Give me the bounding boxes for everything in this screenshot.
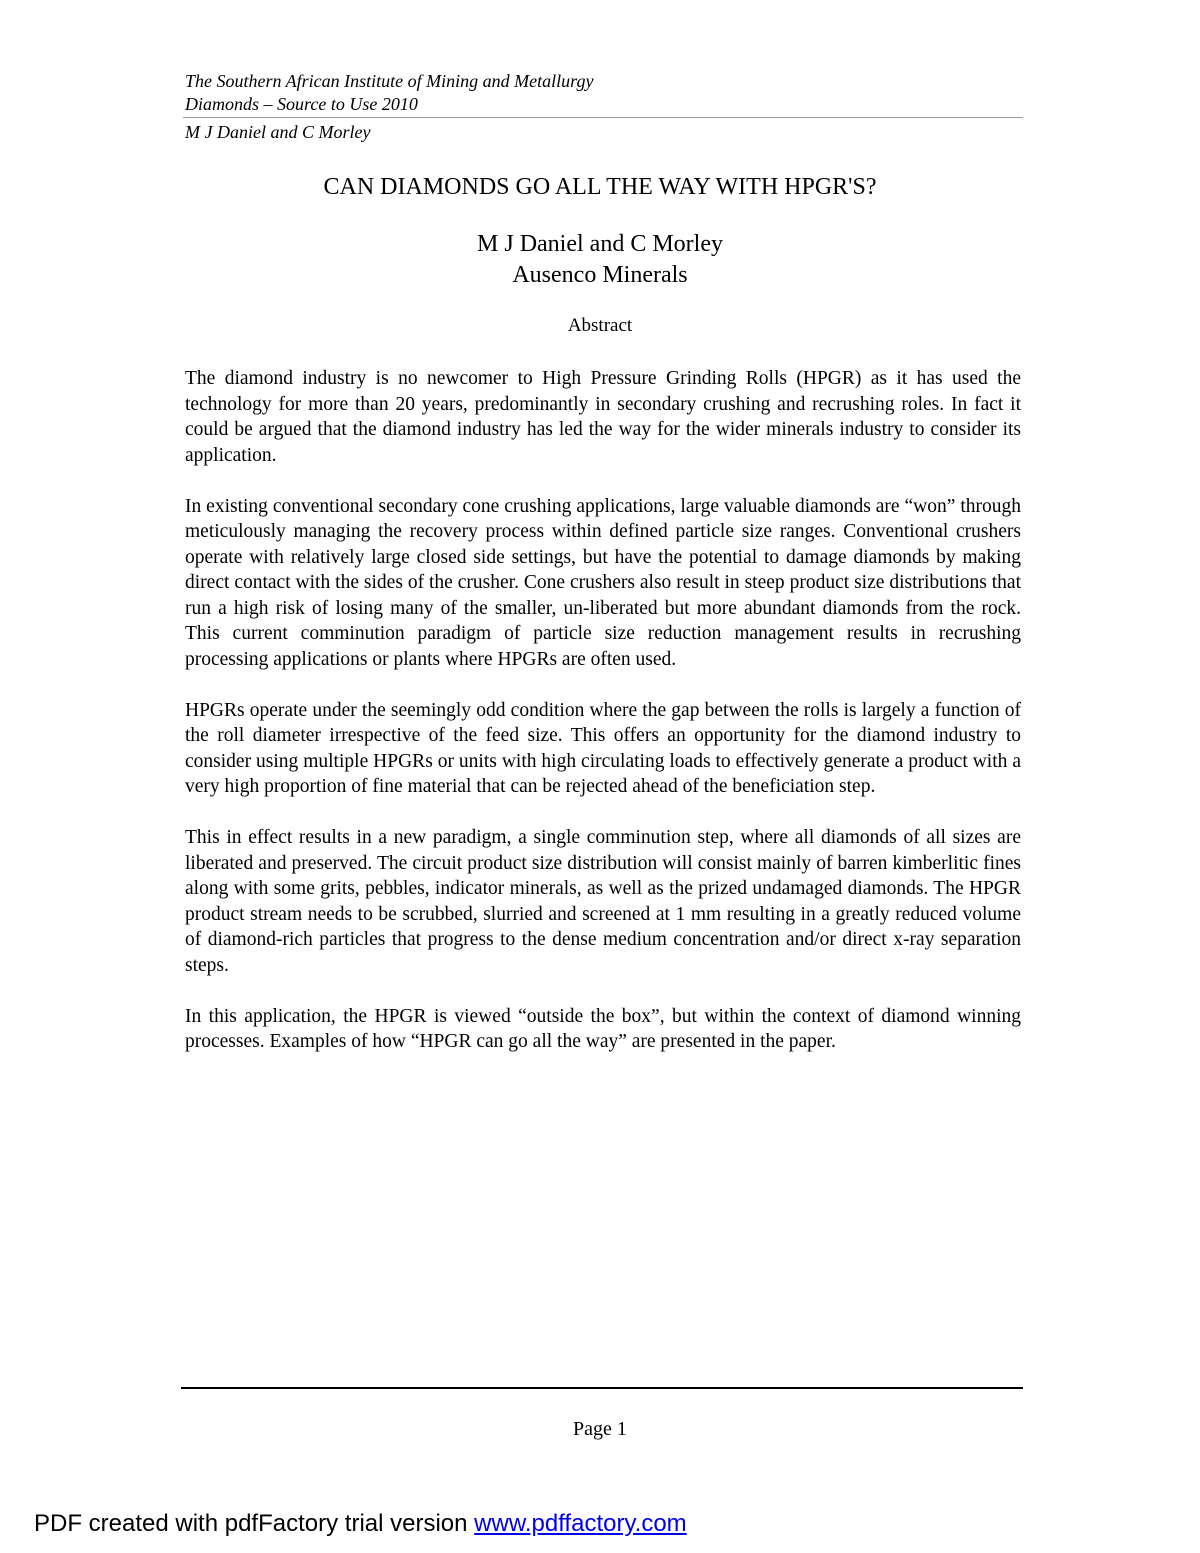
pdf-watermark [34, 1509, 687, 1539]
watermark-text: PDF created with pdfFactory trial version [34, 1510, 475, 1537]
watermark-link[interactable]: www.pdffactory.com [474, 1510, 687, 1537]
header-authors: M J Daniel and C Morley [185, 122, 371, 142]
footer-divider [181, 1387, 1023, 1389]
abstract-body [185, 366, 1021, 1080]
page-number: Page 1 [573, 1418, 627, 1440]
abstract-paragraph: HPGRs operate under the seemingly odd condition where the gap between the rolls is largely a function of the roll diameter irrespective of the feed size. This offers an opportunity for the diamond industry to consider using multiple HPGRs or units with high circulating loads to effectively generate a product with a very high proportion of fine material that can be rejected ahead of the beneficiation step. [185, 699, 1021, 797]
paper-title: CAN DIAMONDS GO ALL THE WAY WITH HPGR'S? [323, 174, 877, 200]
abstract-paragraph: In this application, the HPGR is viewed “outside the box”, but within the context of diamond winning processes. Examples of how “HPGR can go all the way” are presented in the paper. [185, 1005, 1021, 1052]
abstract-heading: Abstract [567, 315, 633, 336]
author-names: M J Daniel and C Morley [477, 231, 723, 257]
header-divider [183, 117, 1023, 118]
header-conference: Diamonds – Source to Use 2010 [185, 94, 418, 114]
abstract-paragraph: In existing conventional secondary cone crushing applications, large valuable diamonds are “won” through meticulously managing the recovery process within defined particle size ranges. Conventional crushers operate with relatively large closed side settings, but have the potential to damage diamonds by making direct contact with the sides of the crusher. Cone crushers also result in steep product size distributions that run a high risk of losing many of the smaller, un-liberated but more abundant diamonds from the rock. This current comminution paradigm of particle size reduction management results in recrushing processing applications or plants where HPGRs are often used. [185, 495, 1021, 670]
header-institute: The Southern African Institute of Mining and Metallurgy [185, 71, 594, 91]
author-affiliation: Ausenco Minerals [512, 262, 688, 288]
abstract-paragraph: This in effect results in a new paradigm, a single comminution step, where all diamonds of all sizes are liberated and preserved. The circuit product size distribution will consist mainly of barren kimberlitic fines along with some grits, pebbles, indicator minerals, as well as the prized undamaged diamonds. The HPGR product stream needs to be scrubbed, slurried and screened at 1 mm resulting in a greatly reduced volume of diamond-rich particles that progress to the dense medium concentration and/or direct x-ray separation steps. [185, 827, 1021, 976]
abstract-paragraph: The diamond industry is no newcomer to High Pressure Grinding Rolls (HPGR) as it has used the technology for more than 20 years, predominantly in secondary crushing and recrushing roles. In fact it could be argued that the diamond industry has led the way for the wider minerals industry to consider its application. [185, 368, 1021, 466]
